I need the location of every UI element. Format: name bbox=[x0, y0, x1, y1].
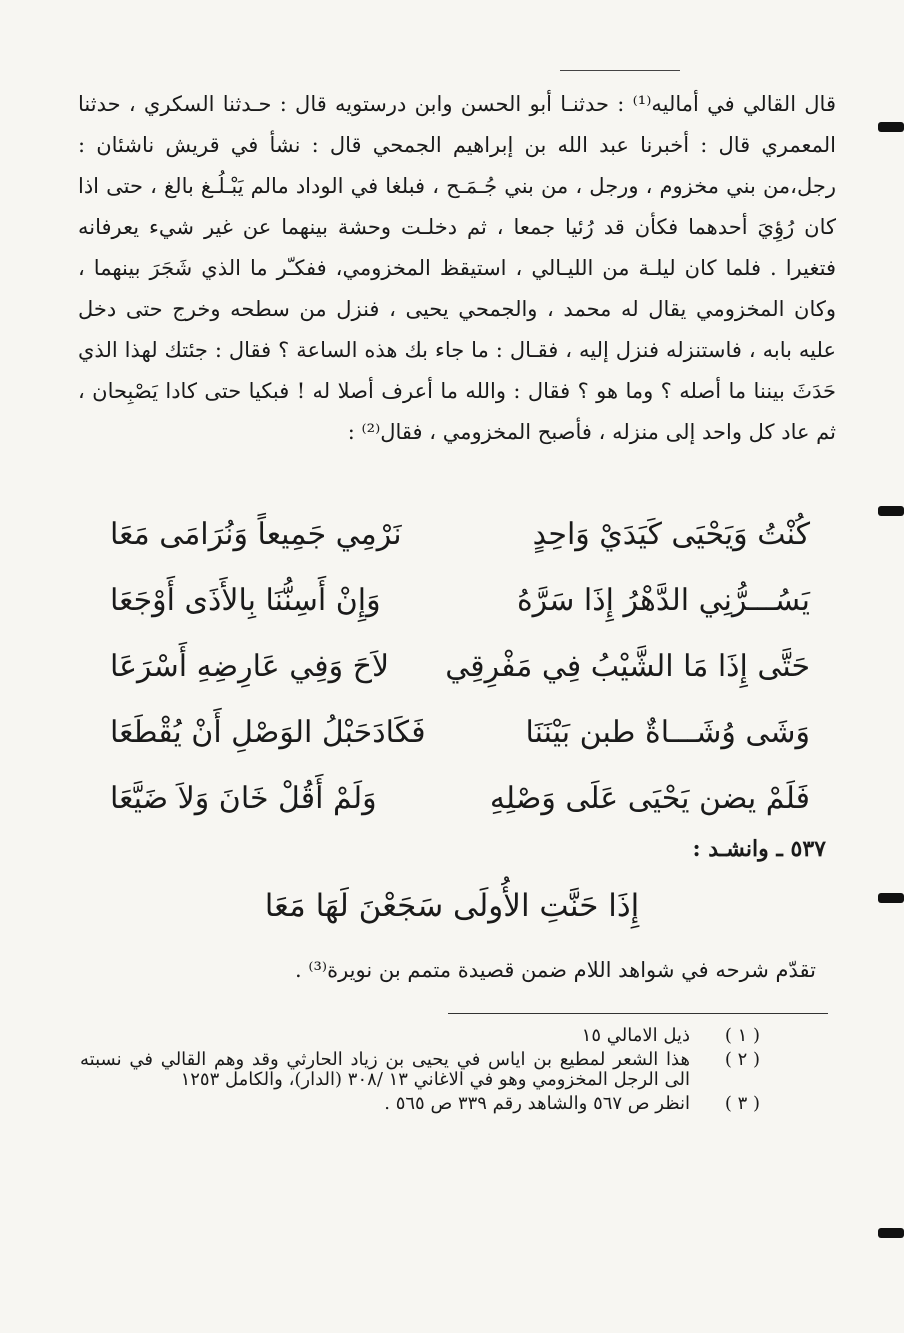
body-paragraph bbox=[78, 84, 836, 453]
footnote-text: انظر ص ٥٦٧ والشاهد رقم ٣٣٩ ص ٥٦٥ . bbox=[384, 1093, 690, 1114]
paragraph-text: قال القالي في أماليه⁽¹⁾ : حدثنـا أبو الحسن وابن درستويه قال : حـدثنا السكري ، حدثنا المعمري قال : أخبرنا عبد الله بن إبراهيم الجمحي قال : نشأ في قريش ناشئان : رجل،من بني مخزوم ، ورجل ، من بني جُـمَـح ، فبلغا في الوداد مالم يَبْـلُـغ بالغ ، حتى اذا كان رُؤِيَ أحدهما فكأن قد رُئيا جمعا ، ثم دخلـت وحشة بينهما عن غير شيء يعرفانه فتغيرا . فلما كان ليلـة من الليـالي ، استيقظ المخزومي، ففكـّر ما الذي شَجَرَ بينهما ، وكان المخزومي يقال له محمد ، والجمحي يحيى ، فنزل من سطحه وخرج حتى دخل عليه بابه ، فاستنزله فنزل إليه ، فقـال : ما جاء بك هذه الساعة ؟ فقال : جئتك لهذا الذي حَدَثَ بيننا ما أصله ؟ وما هو ؟ فقال : والله ما أعرف أصلا له ! فبكيا حتى كادا يَصْبِحان ، ثم عاد كل واحد إلى منزله ، فأصبح المخزومي ، فقال⁽²⁾ : bbox=[78, 92, 836, 444]
scan-edge-mark bbox=[878, 893, 904, 903]
footnote-rule bbox=[448, 1013, 828, 1014]
footnote-3 bbox=[80, 1094, 760, 1114]
footnote-2 bbox=[80, 1050, 760, 1090]
quoted-verse: إِذَا حَنَّتِ الأُولَى سَجَعْنَ لَهَا مَعَا bbox=[264, 888, 640, 924]
scan-edge-mark bbox=[878, 506, 904, 516]
poem-verse-1 bbox=[110, 505, 810, 565]
verse-1-second-hemistich: نَرْمِي جَمِيعاً وَنُرَامَى مَعَا bbox=[110, 517, 402, 552]
footnote-number: ( ٣ ) bbox=[724, 1093, 760, 1114]
verse-5-first-hemistich: فَلَمْ يضن يَحْيَى عَلَى وَصْلِهِ bbox=[489, 781, 810, 816]
poem-verse-5 bbox=[110, 769, 810, 829]
verse-4-first-hemistich: وَشَى وُشَـــاةٌ طبن بَيْنَنَا bbox=[525, 715, 810, 750]
scan-edge-mark bbox=[878, 1228, 904, 1238]
poem-verse-2 bbox=[110, 571, 810, 631]
footnote-number: ( ١ ) bbox=[724, 1025, 760, 1046]
footnotes bbox=[80, 1026, 760, 1118]
verse-2-first-hemistich: يَسُـــرُّنِي الدَّهْرُ إِذَا سَرَّهُ bbox=[516, 583, 810, 618]
footnote-number: ( ٢ ) bbox=[724, 1049, 760, 1070]
verse-1-first-hemistich: كُنْتُ وَيَحْيَى كَيَدَيْ وَاحِدٍ bbox=[532, 517, 810, 552]
section-heading: ٥٣٧ ـ وانشـد : bbox=[692, 836, 826, 862]
poem-verse-4 bbox=[110, 703, 810, 763]
top-rule bbox=[560, 70, 680, 71]
verse-3-first-hemistich: حَتَّى إِذَا مَا الشَّيْبُ فِي مَفْرِقِي bbox=[445, 649, 810, 684]
footnote-text: هذا الشعر لمطيع بن اياس في يحيى بن زياد الحارثي وقد وهم القالي في نسبته الى الرجل المخزومي وهو في الاغاني ١٣ /٣٠٨ (الدار)، والكامل ١٢٥٣ bbox=[80, 1049, 690, 1090]
verse-2-second-hemistich: وَإِنْ أَسِنُّنَا بِالأَذَى أَوْجَعَا bbox=[110, 583, 381, 618]
poem-verse-3 bbox=[110, 637, 810, 697]
scan-edge-mark bbox=[878, 122, 904, 132]
footnote-text: ذيل الامالي ١٥ bbox=[581, 1025, 690, 1046]
commentary-text: تقدّم شرحه في شواهد اللام ضمن قصيدة متمم بن نويرة⁽³⁾ . bbox=[294, 958, 816, 982]
verse-4-second-hemistich: فَكَادَحَبْلُ الوَصْلِ أَنْ يُقْطَعَا bbox=[110, 715, 426, 750]
footnote-1 bbox=[80, 1026, 760, 1046]
verse-3-second-hemistich: لاَحَ وَفِي عَارِضِهِ أَسْرَعَا bbox=[110, 649, 390, 684]
verse-5-second-hemistich: وَلَمْ أَقُلْ خَانَ وَلاَ ضَيَّعَا bbox=[110, 781, 377, 816]
